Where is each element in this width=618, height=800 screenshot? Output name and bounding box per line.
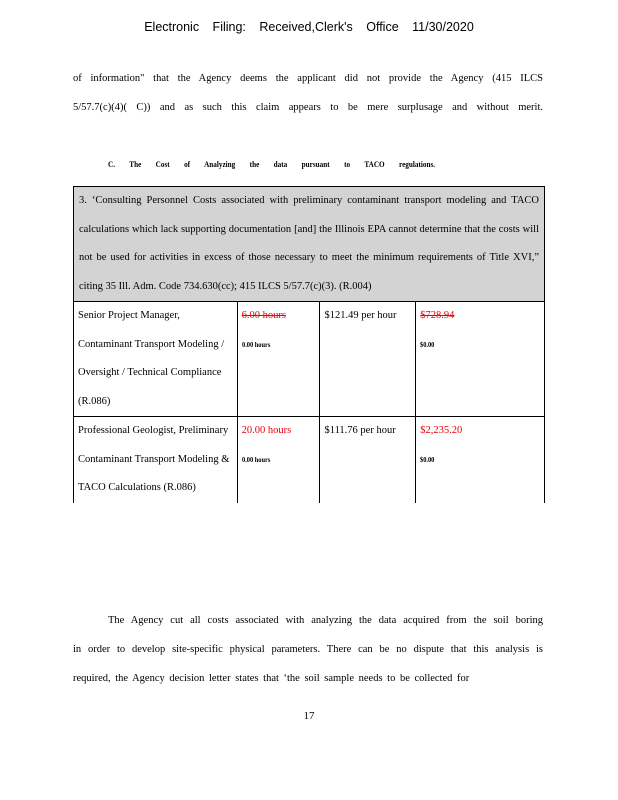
paragraph-line: in order to develop site-specific physical parameters. There can be no dispute that this analysis is [73, 644, 543, 655]
description-cell: Senior Project Manager, Contaminant Transport Modeling / Oversight / Technical Compliance (R.086) [74, 302, 238, 417]
paragraph-line: The Agency cut all costs associated with analyzing the data acquired from the soil boring [108, 615, 543, 626]
table-header-row [74, 187, 545, 302]
rate-cell: $111.76 per hour [320, 417, 416, 503]
paragraph-line: required, the Agency decision letter states that ‘the soil sample needs to be collected for [73, 673, 470, 684]
amount-revised: $0.00 [420, 339, 435, 349]
bottom-paragraph [73, 606, 543, 693]
section-heading: C. The Cost of Analyzing the data pursuant to TACO regulations. [108, 160, 436, 169]
hours-revised: 0.00 hours [241, 339, 270, 349]
table-row [74, 302, 545, 417]
cost-table [73, 186, 545, 503]
hours-original: 6.00 hours [241, 310, 286, 321]
rate-cell: $121.49 per hour [320, 302, 416, 417]
hours-cell [237, 417, 320, 503]
paragraph-line: 5/57.7(c)(4)( C)) and as such this claim appears to be mere surplusage and without merit. [73, 102, 543, 113]
top-paragraph [73, 64, 543, 122]
hours-original: 20.00 hours [241, 425, 292, 436]
amount-original: $728.94 [420, 310, 455, 321]
amount-revised: $0.00 [420, 454, 435, 464]
amount-cell [416, 417, 545, 503]
table-row [74, 417, 545, 503]
hours-cell [237, 302, 320, 417]
description-cell: Professional Geologist, Preliminary Contaminant Transport Modeling & TACO Calculations (R.086) [74, 417, 238, 503]
filing-header: Electronic Filing: Received,Clerk's Office 11/30/2020 [144, 20, 474, 34]
paragraph-line: of information" that the Agency deems the applicant did not provide the Agency (415 ILCS [73, 73, 543, 84]
page-number: 17 [303, 710, 315, 722]
amount-cell [416, 302, 545, 417]
hours-revised: 0.00 hours [241, 454, 270, 464]
table-header-cell: 3. ‘Consulting Personnel Costs associated with preliminary contaminant transport modeling and TACO calculations which lack supporting documentation [and] the Illinois EPA cannot determine that the costs will not be used for activities in excess of those necessary to meet the minimum requirements of Title XVI,” citing 35 Ill. Adm. Code 734.630(cc); 415 ILCS 5/57.7(c)(3). (R.004) [74, 187, 545, 302]
amount-original: $2,235.20 [420, 425, 463, 436]
